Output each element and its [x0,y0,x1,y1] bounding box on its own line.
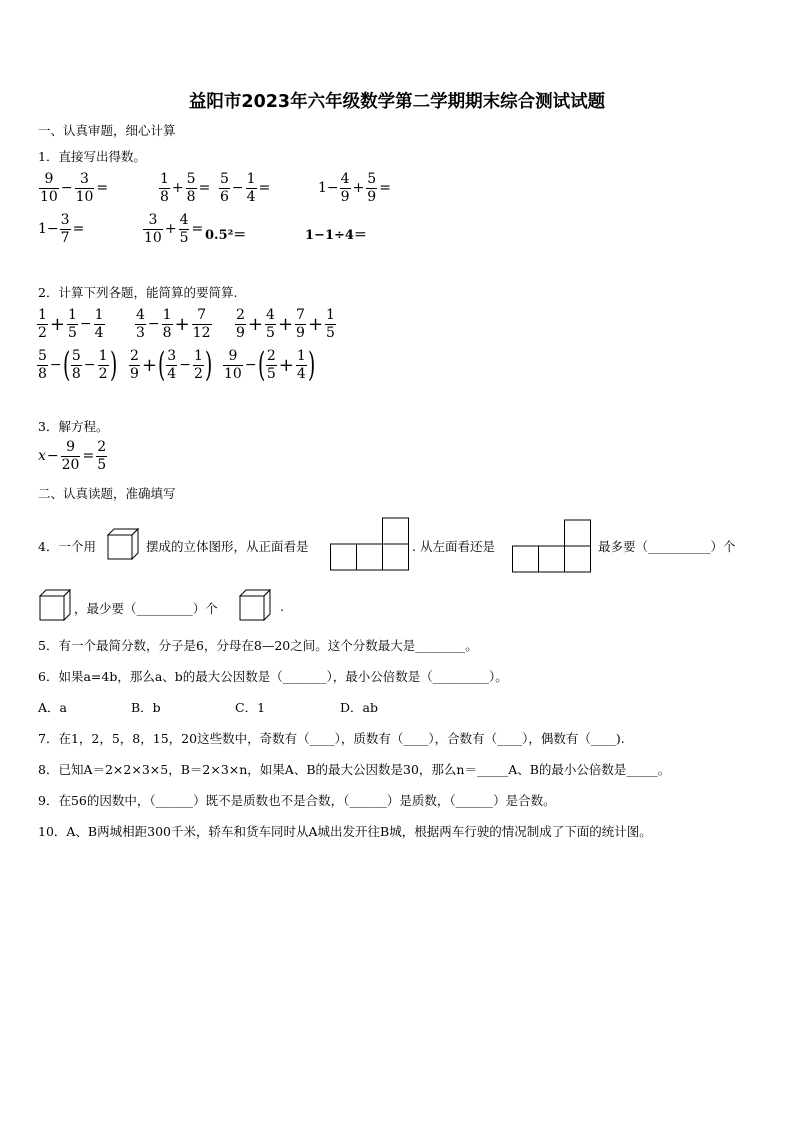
q9-text: 9．在56的因数中，（______）既不是质数也不是合数，（______）是质数，（______）是合数。 [38,793,556,808]
q2-expr-1 [36,308,106,340]
numerator: 9 [66,439,76,455]
q5-text: 5．有一个最简分数，分子是6，分母在8—20之间。这个分数最大是________。 [38,638,478,653]
denominator: 3 [136,324,145,341]
operator: + [277,313,294,335]
denominator: 10 [224,365,242,382]
equals: = [198,180,211,197]
operator: − [179,357,191,373]
numerator: 1 [160,171,169,187]
denominator: 10 [144,229,162,246]
numerator: 1 [162,307,172,323]
front-view-figure [330,517,412,571]
cube-icon [38,588,72,622]
prefix: 1− [38,221,59,238]
numerator: 1 [68,307,77,323]
numerator: 4 [266,307,275,323]
numerator: 3 [60,212,70,228]
operator: − [60,180,73,197]
q2-expr-6 [222,345,316,385]
q2-expr-2 [134,308,213,340]
denominator: 5 [68,324,77,341]
left-paren: ( [62,345,70,385]
numerator: 4 [136,307,145,323]
numerator: 7 [197,307,207,323]
denominator: 5 [179,229,189,246]
q7-text: 7．在1，2，5，8，15，20这些数中，奇数有（____），质数有（____），合数有（____），偶数有（____). [38,731,625,746]
denominator: 10 [75,188,94,205]
q1-expr-7: 0.5²＝ [205,228,247,243]
operator: + [141,354,158,376]
q10-text: 10．A、B两城相距300千米，轿车和货车同时从A城出发开往B城，根据两车行驶的情况制成了下面的统计图。 [38,824,652,839]
q2-expr-5 [128,345,213,385]
q1-expr-1 [38,172,109,204]
section-2-heading: 二、认真读题，准确填写 [38,486,176,501]
q2-expr-3 [234,308,337,340]
numerator: 5 [186,171,196,187]
operator: − [244,357,257,373]
page-title: 益阳市2023年六年级数学第二学期期末综合测试试题 [188,92,606,112]
denominator: 4 [296,365,306,382]
q1-expr-8: 1−1÷4＝ [305,228,367,243]
q2-label: 2．计算下列各题，能简算的要简算. [38,285,238,300]
denominator: 4 [94,324,104,341]
operator: + [164,221,177,238]
denominator: 8 [71,365,81,382]
numerator: 2 [130,347,139,364]
variable-x: x [38,448,46,465]
denominator: 4 [246,188,256,205]
denominator: 9 [367,188,377,205]
q1-expr-6 [142,213,204,245]
right-paren: ) [307,345,316,385]
denominator: 5 [97,456,107,473]
q4-text-1: 4．一个用 [38,539,96,554]
q1-expr-3 [218,172,271,204]
q6-text: 6．如果a=4b，那么a、b的最大公因数是（_______），最小公倍数是（_________）。 [38,669,508,684]
operator: + [171,180,184,197]
operator: − [49,357,62,373]
q1-expr-5 [38,213,85,245]
denominator: 9 [130,365,139,382]
denominator: 2 [193,365,203,382]
numerator: 4 [340,171,350,187]
numerator: 2 [236,307,245,323]
numerator: 9 [228,347,238,364]
numerator: 4 [179,212,189,228]
denominator: 5 [326,324,335,341]
operator: + [174,313,190,335]
q6-option-b: B．b [131,700,161,715]
numerator: 1 [94,307,104,323]
equals: = [379,180,391,197]
equals: = [96,180,109,197]
left-paren: ( [158,345,166,385]
numerator: 1 [296,347,306,364]
numerator: 5 [71,347,81,364]
numerator: 5 [367,171,377,187]
numerator: 1 [326,307,335,323]
q6-option-d: D．ab [340,700,378,715]
operator: − [231,180,244,197]
operator: + [247,313,264,335]
numerator: 1 [246,171,256,187]
operator: − [46,448,59,465]
denominator: 9 [236,324,245,341]
numerator: 2 [266,347,276,364]
right-paren: ) [204,345,213,385]
operator: + [49,313,66,335]
denominator: 4 [167,365,177,382]
q8-text: 8．已知A＝2×2×3×5，B＝2×3×n，如果A、B的最大公因数是30，那么n＝_____A、B的最小公倍数是_____。 [38,762,671,777]
q4-text-4: 最多要（__________）个 [598,539,736,554]
q4-text-6: . [280,599,284,614]
numerator: 1 [38,307,47,323]
numerator: 3 [80,171,89,187]
numerator: 3 [148,212,158,228]
denominator: 8 [38,365,47,382]
section-1-heading: 一、认真审题，细心计算 [38,123,176,138]
denominator: 8 [160,188,169,205]
equals: = [191,221,204,238]
equals: = [258,180,271,197]
denominator: 6 [220,188,229,205]
right-paren: ) [109,345,117,385]
numerator: 7 [296,307,305,323]
prefix: 1− [318,180,339,197]
numerator: 9 [44,171,54,187]
left-paren: ( [257,345,265,385]
q1-expr-2 [158,172,211,204]
q1-expr-4 [318,172,392,204]
numerator: 3 [167,347,177,364]
numerator: 5 [220,171,229,187]
denominator: 12 [192,324,211,341]
q1-label: 1．直接写出得数。 [38,149,146,164]
equals: = [82,448,95,465]
denominator: 20 [61,456,80,473]
q4-text-3: . 从左面看还是 [412,539,495,554]
operator: + [352,180,365,197]
cube-icon [238,588,272,622]
denominator: 2 [38,324,47,341]
q6-option-c: C．1 [235,700,266,715]
denominator: 7 [60,229,70,246]
q2-expr-4 [36,345,117,385]
numerator: 2 [97,439,107,455]
q4-text-5: ，最少要（_________）个 [74,601,218,616]
operator: − [147,316,160,333]
q3-label: 3．解方程。 [38,419,109,434]
operator: + [278,354,294,376]
numerator: 1 [193,347,203,364]
denominator: 9 [296,324,305,341]
operator: − [79,316,92,333]
denominator: 10 [40,188,58,205]
operator: − [83,357,96,373]
denominator: 5 [266,365,276,382]
operator: + [307,313,324,335]
cube-icon [106,527,140,561]
denominator: 8 [162,324,172,341]
equals: = [72,221,85,238]
q4-text-2: 摆成的立体图形，从正面看是 [146,539,309,554]
numerator: 1 [98,347,108,364]
q6-option-a: A．a [38,700,67,715]
denominator: 2 [98,365,108,382]
numerator: 5 [38,347,47,364]
q3-equation [38,440,108,472]
denominator: 9 [340,188,350,205]
denominator: 5 [266,324,275,341]
left-view-figure [512,519,594,573]
denominator: 8 [186,188,196,205]
